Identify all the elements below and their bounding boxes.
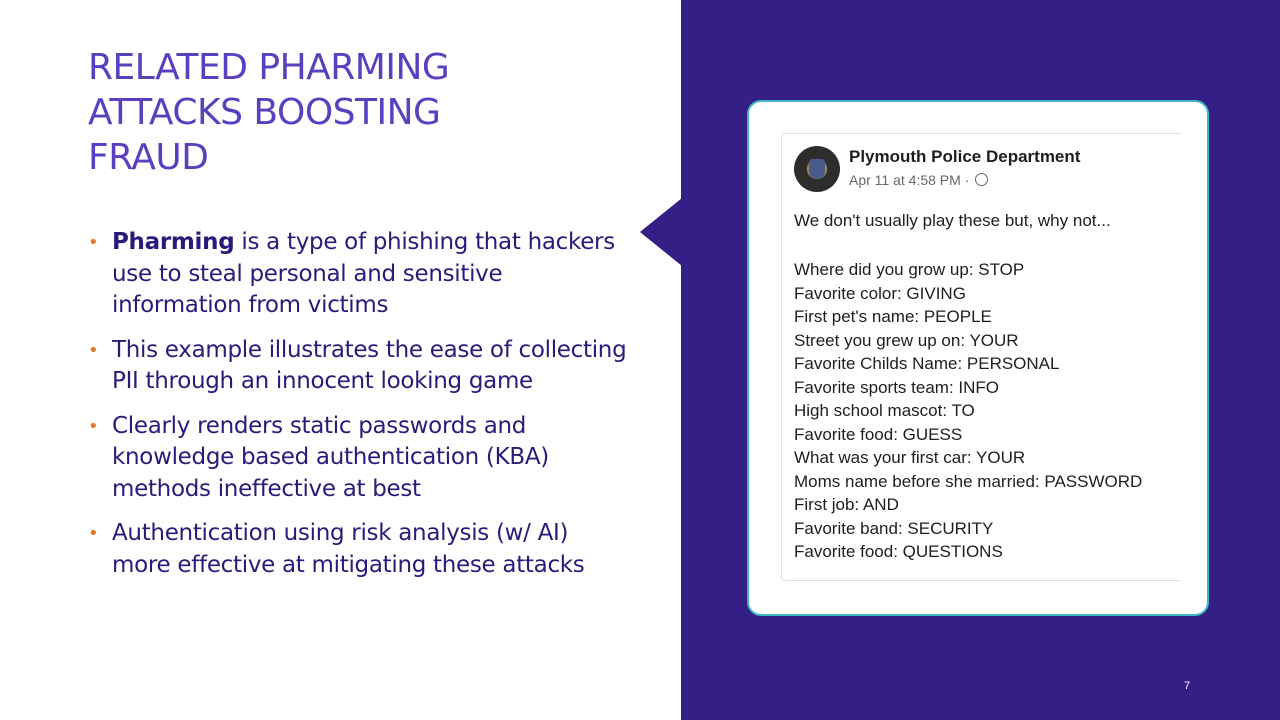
slide-title [88,45,648,180]
bullet-text: Authentication using risk analysis (w/ AI) more effective at mitigating these attacks [112,520,585,578]
post-line: Favorite sports team: INFO [794,377,999,397]
post-author: Plymouth Police Department [849,147,1081,166]
police-badge-avatar-icon [794,146,840,192]
screenshot-card [747,100,1209,616]
bullet-marker: • [88,415,99,437]
post-line: Favorite band: SECURITY [794,518,994,538]
bullet-item [88,335,628,398]
bullet-item [88,227,628,322]
bullet-marker: • [88,232,99,253]
callout-pointer [640,198,682,266]
post-question-list [794,258,1142,564]
bullet-bold-term: Pharming [112,229,235,255]
post-time-text: Apr 11 at 4:58 PM · [849,172,970,188]
bullet-item [88,518,628,581]
bullet-item [88,411,628,506]
post-line: High school mascot: TO [794,401,975,420]
title-line: FRAUD [88,137,209,178]
post-line: What was your first car: YOUR [794,448,1026,467]
post-line: Favorite color: GIVING [794,283,966,303]
bullet-text: This example illustrates the ease of collecting PII through an innocent looking game [112,336,627,394]
bullet-marker: • [88,339,99,361]
slide-number: 7 [1184,680,1191,692]
post-line: Favorite Childs Name: PERSONAL [794,354,1060,373]
bullet-list [88,227,628,594]
post-line: Street you grew up on: YOUR [794,330,1019,350]
post-line: Favorite food: QUESTIONS [794,542,1003,561]
post-timestamp [849,172,988,188]
post-intro: We don't usually play these but, why not... [794,211,1111,230]
bullet-marker: • [88,523,99,544]
globe-icon [975,173,988,186]
post-line: Favorite food: GUESS [794,424,963,444]
post-line: First job: AND [794,495,899,514]
post-line: Where did you grow up: STOP [794,260,1025,279]
post-line: First pet's name: PEOPLE [794,307,992,326]
title-line: ATTACKS BOOSTING [88,92,441,133]
social-post [781,133,1181,581]
bullet-text: is a type of phishing that hackers use to steal personal and sensitive information from victims [112,229,615,318]
bullet-text: Clearly renders static passwords and knowledge based authentication (KBA) methods ineffective at best [112,412,549,502]
title-line: RELATED PHARMING [88,47,450,88]
post-line: Moms name before she married: PASSWORD [794,471,1143,491]
